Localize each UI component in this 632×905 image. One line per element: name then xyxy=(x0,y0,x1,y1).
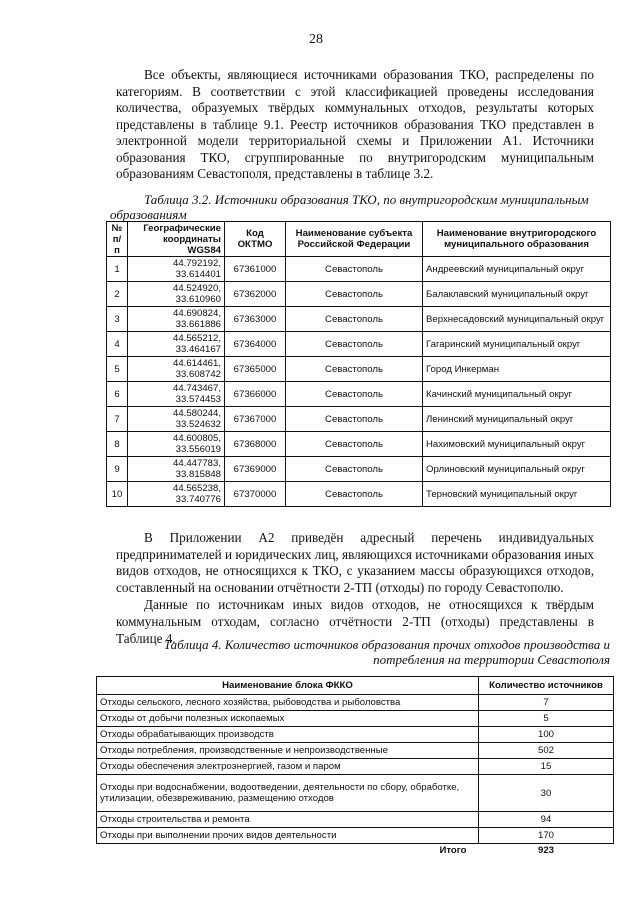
cell-code: 67362000 xyxy=(225,282,286,307)
sources-table-body xyxy=(107,257,611,507)
cell-code: 67368000 xyxy=(225,432,286,457)
table2-caption-line2: потребления на территории Севастополя xyxy=(373,652,610,667)
header-municipality: Наименование внутригородского муниципального образования xyxy=(423,222,611,257)
cell-source-count: 30 xyxy=(479,775,614,812)
cell-code: 67367000 xyxy=(225,407,286,432)
cell-subject: Севастополь xyxy=(286,457,423,482)
cell-municipality: Орлиновский муниципальный округ xyxy=(423,457,611,482)
fkko-table-body xyxy=(97,695,614,857)
cell-num: 7 xyxy=(107,407,128,432)
cell-num: 5 xyxy=(107,357,128,382)
cell-fkko-name: Отходы строительства и ремонта xyxy=(97,812,479,828)
cell-source-count: 100 xyxy=(479,727,614,743)
cell-municipality: Качинский муниципальный округ xyxy=(423,382,611,407)
cell-subject: Севастополь xyxy=(286,482,423,507)
cell-num: 10 xyxy=(107,482,128,507)
table-row xyxy=(97,695,614,711)
cell-geo: 44.447783, 33.815848 xyxy=(128,457,225,482)
cell-municipality: Балаклавский муниципальный округ xyxy=(423,282,611,307)
cell-subject: Севастополь xyxy=(286,282,423,307)
cell-num: 6 xyxy=(107,382,128,407)
cell-municipality: Гагаринский муниципальный округ xyxy=(423,332,611,357)
header-code: Код ОКТМО xyxy=(225,222,286,257)
table-header-row xyxy=(97,677,614,695)
cell-subject: Севастополь xyxy=(286,357,423,382)
cell-municipality: Город Инкерман xyxy=(423,357,611,382)
cell-num: 8 xyxy=(107,432,128,457)
cell-municipality: Ленинский муниципальный округ xyxy=(423,407,611,432)
total-row xyxy=(97,844,614,857)
cell-code: 67370000 xyxy=(225,482,286,507)
page-number: 28 xyxy=(309,32,323,47)
paragraph-2: В Приложении А2 приведён адресный перечень индивидуальных предпринимателей и юридических лиц, являющихся источниками образования иных видов отходов, не относящихся к ТКО, с указанием массы образующихся отходов, составленный на основании отчётности 2-ТП (отходы) по городу Севастополю. xyxy=(116,530,594,595)
cell-code: 67369000 xyxy=(225,457,286,482)
cell-num: 3 xyxy=(107,307,128,332)
cell-fkko-name: Отходы от добычи полезных ископаемых xyxy=(97,711,479,727)
cell-geo: 44.690824, 33.661886 xyxy=(128,307,225,332)
table-row xyxy=(107,457,611,482)
header-source-count: Количество источников xyxy=(479,677,614,695)
header-geo: Географические координаты WGS84 xyxy=(128,222,225,257)
total-label: Итого xyxy=(439,844,467,856)
cell-municipality: Верхнесадовский муниципальный округ xyxy=(423,307,611,332)
table-row xyxy=(97,775,614,812)
table-row xyxy=(107,382,611,407)
cell-num: 9 xyxy=(107,457,128,482)
table1-caption: Таблица 3.2. Источники образования ТКО, по внутригородским муниципальным образованиям xyxy=(110,192,589,222)
cell-fkko-name: Отходы обрабатывающих производств xyxy=(97,727,479,743)
table-row xyxy=(107,357,611,382)
cell-fkko-name: Отходы потребления, производственные и непроизводственные xyxy=(97,743,479,759)
cell-geo: 44.565238, 33.740776 xyxy=(128,482,225,507)
header-subject: Наименование субъекта Российской Федерации xyxy=(286,222,423,257)
cell-code: 67361000 xyxy=(225,257,286,282)
cell-fkko-name: Отходы при выполнении прочих видов деятельности xyxy=(97,828,479,844)
table-row xyxy=(97,727,614,743)
table-row xyxy=(107,282,611,307)
table-row xyxy=(107,332,611,357)
paragraph-3: Данные по источникам иных видов отходов, не относящихся к твёрдым коммунальным отходам, согласно отчётности 2-ТП (отходы) представлены в Таблице 4. xyxy=(116,597,594,646)
cell-subject: Севастополь xyxy=(286,432,423,457)
cell-source-count: 502 xyxy=(479,743,614,759)
table-header-row xyxy=(107,222,611,257)
cell-municipality: Нахимовский муниципальный округ xyxy=(423,432,611,457)
cell-subject: Севастополь xyxy=(286,307,423,332)
cell-geo: 44.743467, 33.574453 xyxy=(128,382,225,407)
cell-municipality: Терновский муниципальный округ xyxy=(423,482,611,507)
cell-fkko-name: Отходы при водоснабжении, водоотведении, деятельности по сбору, обработке, утилизации, обезвреживанию, размещению отходов xyxy=(97,775,479,812)
cell-source-count: 5 xyxy=(479,711,614,727)
cell-code: 67365000 xyxy=(225,357,286,382)
table-row xyxy=(107,407,611,432)
table-row xyxy=(97,711,614,727)
table-row xyxy=(107,307,611,332)
cell-geo: 44.524920, 33.610960 xyxy=(128,282,225,307)
table-row xyxy=(107,432,611,457)
table2-caption xyxy=(90,637,610,667)
cell-fkko-name: Отходы сельского, лесного хозяйства, рыбоводства и рыболовства xyxy=(97,695,479,711)
fkko-table xyxy=(96,676,614,856)
cell-num: 2 xyxy=(107,282,128,307)
cell-source-count: 7 xyxy=(479,695,614,711)
total-value: 923 xyxy=(537,844,554,856)
cell-geo: 44.565212, 33.464167 xyxy=(128,332,225,357)
table-row xyxy=(97,759,614,775)
cell-municipality: Андреевский муниципальный округ xyxy=(423,257,611,282)
cell-geo: 44.614461, 33.608742 xyxy=(128,357,225,382)
table-row xyxy=(97,828,614,844)
cell-geo: 44.792192, 33.614401 xyxy=(128,257,225,282)
cell-num: 4 xyxy=(107,332,128,357)
appendix-paragraphs xyxy=(116,530,594,647)
cell-source-count: 94 xyxy=(479,812,614,828)
cell-fkko-name: Отходы обеспечения электроэнергией, газом и паром xyxy=(97,759,479,775)
header-num: № п/п xyxy=(107,222,128,257)
cell-code: 67364000 xyxy=(225,332,286,357)
sources-table xyxy=(106,221,611,507)
cell-subject: Севастополь xyxy=(286,407,423,432)
table-row xyxy=(107,482,611,507)
cell-source-count: 15 xyxy=(479,759,614,775)
intro-paragraph xyxy=(116,67,594,183)
cell-subject: Севастополь xyxy=(286,257,423,282)
table-row xyxy=(97,743,614,759)
cell-subject: Севастополь xyxy=(286,332,423,357)
header-fkko-name: Наименование блока ФККО xyxy=(97,677,479,695)
table-row xyxy=(97,812,614,828)
cell-num: 1 xyxy=(107,257,128,282)
cell-code: 67366000 xyxy=(225,382,286,407)
cell-source-count: 170 xyxy=(479,828,614,844)
cell-subject: Севастополь xyxy=(286,382,423,407)
cell-code: 67363000 xyxy=(225,307,286,332)
paragraph-1: Все объекты, являющиеся источниками образования ТКО, распределены по категориям. В соответствии с этой классификацией проведены исследования количества, образуемых твёрдых коммунальных отходов, результаты которых представлены в таблице 9.1. Реестр источников образования ТКО представлен в электронной модели территориальной схемы и Приложении А1. Источники образования ТКО, сгруппированные по внутригородским муниципальным образованиям Севастополя, представлены в таблице 3.2. xyxy=(116,67,594,181)
cell-geo: 44.600805, 33.556019 xyxy=(128,432,225,457)
table2-caption-line1: Таблица 4. Количество источников образования прочих отходов производства и xyxy=(163,637,610,652)
cell-geo: 44.580244, 33.524632 xyxy=(128,407,225,432)
table-row xyxy=(107,257,611,282)
